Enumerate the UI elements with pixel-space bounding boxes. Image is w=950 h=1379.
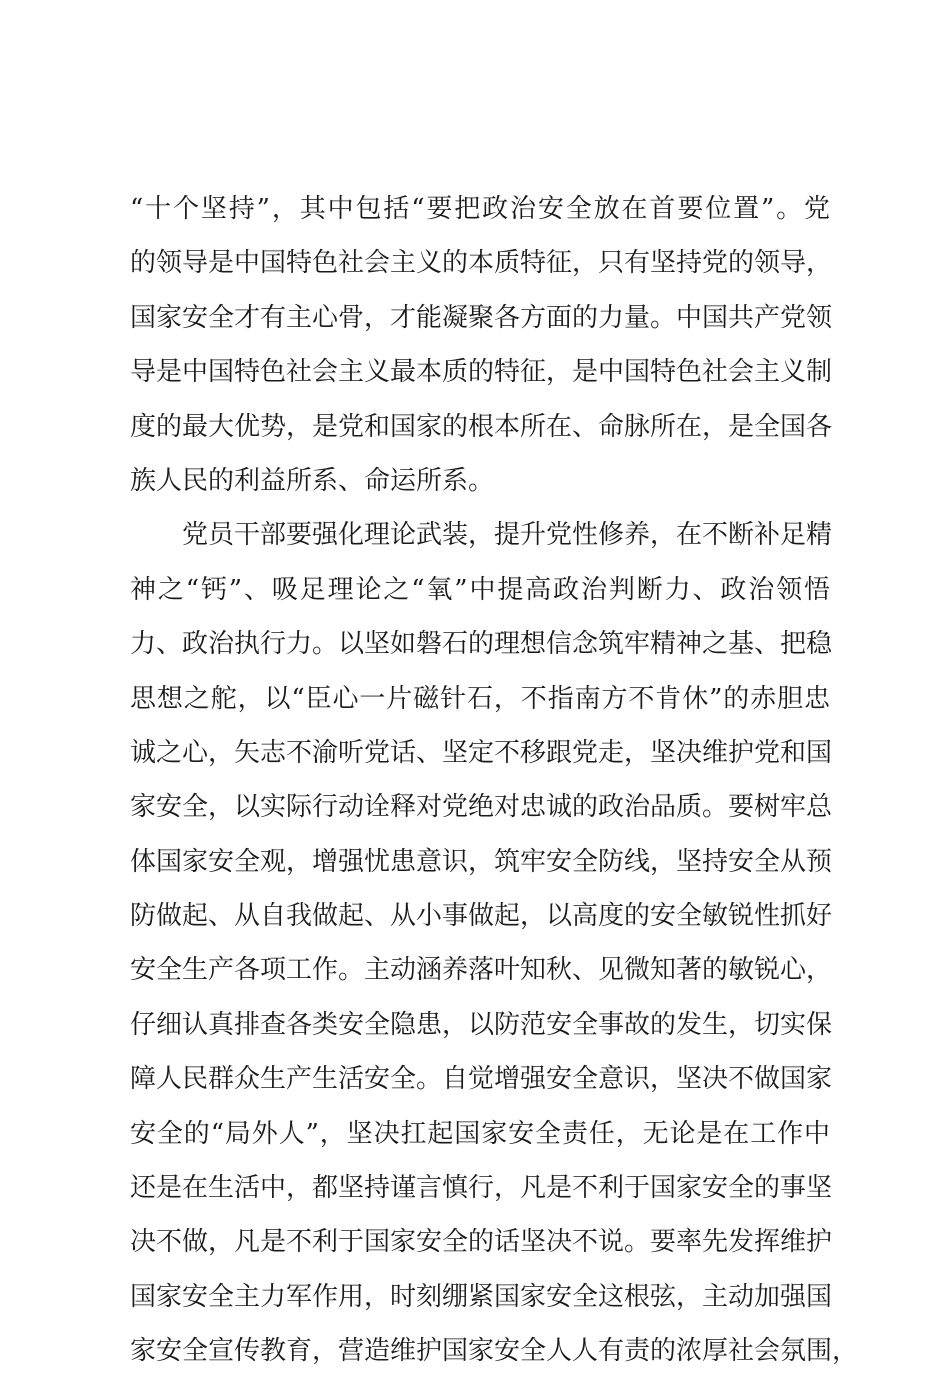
paragraph-line: 党员干部要强化理论武装，提升党性修养，在不断补足精 bbox=[182, 520, 833, 551]
paragraph-2 bbox=[130, 508, 859, 1378]
paragraph-line: 神之“钙”、吸足理论之“氧”中提高政治判断力、政治领悟 bbox=[130, 574, 830, 605]
paragraph-line: 力、政治执行力。以坚如磐石的理想信念筑牢精神之基、把稳 bbox=[130, 629, 833, 660]
paragraph-line: 度的最大优势，是党和国家的根本所在、命脉所在，是全国各 bbox=[130, 411, 833, 442]
paragraph-line: 障人民群众生产生活安全。自觉增强安全意识，坚决不做国家 bbox=[130, 1064, 833, 1095]
paragraph-line: 决不做，凡是不利于国家安全的话坚决不说。要率先发挥维护 bbox=[130, 1227, 833, 1258]
paragraph-line: 还是在生活中，都坚持谨言慎行，凡是不利于国家安全的事坚 bbox=[130, 1173, 833, 1204]
paragraph-line: 的领导是中国特色社会主义的本质特征，只有坚持党的领导， bbox=[130, 248, 833, 279]
paragraph-line: 导是中国特色社会主义最本质的特征，是中国特色社会主义制 bbox=[130, 357, 833, 388]
paragraph-line: 族人民的利益所系、命运所系。 bbox=[130, 465, 495, 496]
paragraph-line: 防做起、从自我做起、从小事做起，以高度的安全敏锐性抓好 bbox=[130, 901, 833, 932]
paragraph-line: 国家安全主力军作用，时刻绷紧国家安全这根弦，主动加强国 bbox=[130, 1281, 833, 1312]
paragraph-line: “十个坚持”，其中包括“要把政治安全放在首要位置”。党 bbox=[130, 194, 830, 224]
paragraph-line: 家安全，以实际行动诠释对党绝对忠诚的政治品质。要树牢总 bbox=[130, 792, 833, 823]
paragraph-1 bbox=[130, 182, 833, 508]
paragraph-line: 安全的“局外人”，坚决扛起国家安全责任，无论是在工作中 bbox=[130, 1118, 830, 1149]
paragraph-line: 思想之舵，以“臣心一片磁针石，不指南方不肯休”的赤胆忠 bbox=[130, 683, 830, 714]
paragraph-line: 仔细认真排查各类安全隐患，以防范安全事故的发生，切实保 bbox=[130, 1009, 833, 1040]
paragraph-line: 诚之心，矢志不渝听党话、坚定不移跟党走，坚决维护党和国 bbox=[130, 737, 833, 768]
paragraph-line: 家安全宣传教育，营造维护国家安全人人有责的浓厚社会氛围， bbox=[130, 1336, 859, 1367]
paragraph-line: 国家安全才有主心骨，才能凝聚各方面的力量。中国共产党领 bbox=[130, 302, 833, 333]
body-text bbox=[130, 182, 859, 1379]
paragraph-line: 安全生产各项工作。主动涵养落叶知秋、见微知著的敏锐心， bbox=[130, 955, 833, 986]
paragraph-line: 体国家安全观，增强忧患意识，筑牢安全防线，坚持安全从预 bbox=[130, 846, 833, 877]
